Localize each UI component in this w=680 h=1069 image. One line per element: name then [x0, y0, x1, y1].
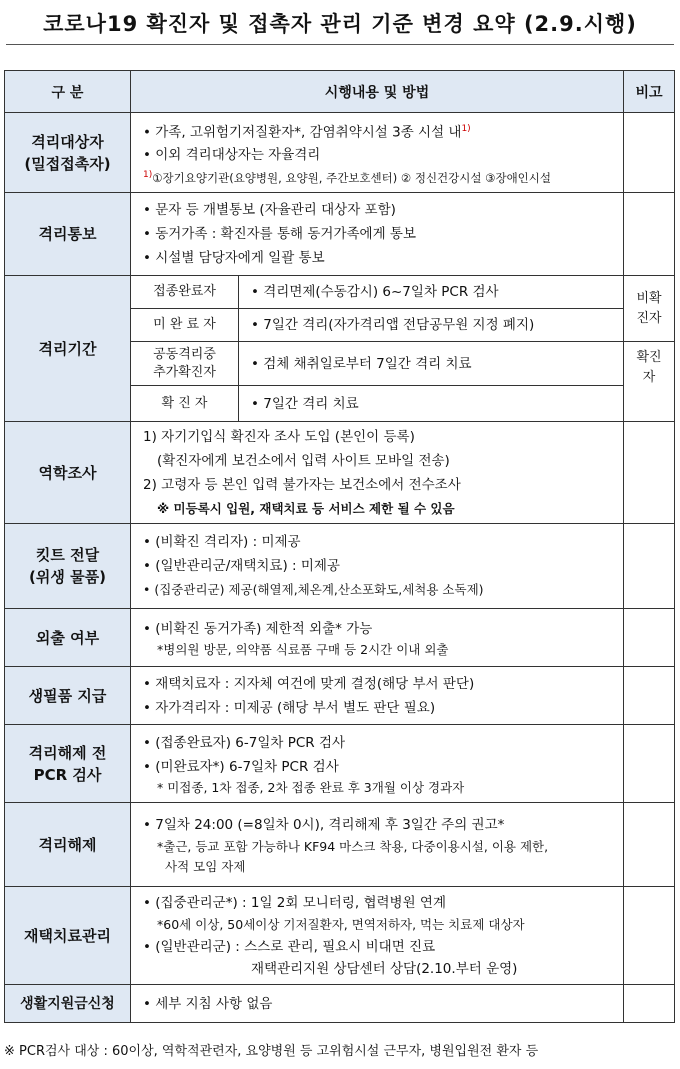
category-label: 격리기간: [38, 339, 97, 358]
category-label: 격리해제 전: [28, 743, 107, 762]
category-label: 격리통보: [38, 225, 97, 243]
table-row: [5, 276, 675, 309]
sub-content: • 검체 채취일로부터 7일간 격리 치료: [239, 342, 624, 386]
content-line: • 가족, 고위험기저질환자*, 감염취약시설 3종 시설 내$^{1)}$: [143, 124, 471, 141]
sub-content: • 7일간 격리 치료: [239, 386, 624, 422]
footnote-marker: 1): [461, 124, 471, 135]
row-note: [624, 667, 675, 725]
row-content: [131, 803, 624, 887]
content-line: 재택관리지원 상담센터 상담(2.10.부터 운영): [251, 960, 518, 977]
table-row: [5, 803, 675, 887]
row-note: [624, 524, 675, 609]
document-title: 코로나19 확진자 및 접촉자 관리 기준 변경 요약 (2.9.시행): [43, 12, 637, 36]
content-line: 1) 자기기입식 확진자 조사 도입 (본인이 등록): [143, 428, 415, 445]
content-line: *출근, 등교 포함 가능하나 KF94 마스크 착용, 다중이용시설, 이용 제한,: [157, 838, 549, 854]
policy-table: [4, 70, 675, 1023]
row-note: [624, 342, 675, 422]
table-row: [5, 725, 675, 803]
row-content: [131, 422, 624, 524]
content-line: • 시설별 담당자에게 일괄 통보: [143, 250, 325, 266]
row-note: [624, 803, 675, 887]
row-content: [131, 887, 624, 985]
category-label: 외출 여부: [35, 628, 100, 647]
header-content: 시행내용 및 방법: [131, 71, 624, 113]
content-line: • (일반관리군) : 스스로 관리, 필요시 비대면 진료: [143, 938, 436, 955]
row-category: [5, 276, 131, 422]
row-note: [624, 887, 675, 985]
table-row: [5, 667, 675, 725]
category-label: 킷트 전달: [35, 546, 100, 564]
row-category: [5, 803, 131, 887]
row-category: [5, 422, 131, 524]
sub-category: 미 완 료 자: [131, 309, 239, 342]
content-line: * 미접종, 1차 접종, 2차 접종 완료 후 3개월 이상 경과자: [157, 779, 465, 795]
table-row: [5, 422, 675, 524]
content-line: • 7일차 24:00 (=8일차 0시), 격리해제 후 3일간 주의 권고*: [143, 816, 505, 833]
category-label: 역학조사: [38, 463, 97, 482]
row-note: [624, 725, 675, 803]
category-label: 재택치료관리: [24, 926, 111, 945]
row-category: [5, 609, 131, 667]
category-label-sub: PCR 검사: [33, 765, 102, 784]
sub-category: 공동격리중 추가확진자: [131, 342, 239, 386]
row-category: [5, 193, 131, 276]
table-row: [5, 887, 675, 985]
footer-note: ※ PCR검사 대상 : 60이상, 역학적관련자, 요양병원 등 고위험시설 근무자, 병원입원전 환자 등: [4, 1044, 539, 1059]
row-content: [131, 193, 624, 276]
sub-content: • 7일간 격리(자가격리앱 전담공무원 지정 폐지): [239, 309, 624, 342]
note-text: 비확: [636, 290, 662, 306]
category-label: 격리대상자: [31, 132, 104, 151]
row-content: [131, 524, 624, 609]
category-label: 생필품 지급: [28, 686, 107, 705]
row-category: [5, 113, 131, 193]
content-line: • 문자 등 개별통보 (자율관리 대상자 포함): [143, 202, 396, 218]
sub-content: • 격리면제(수동감시) 6~7일차 PCR 검사: [239, 276, 624, 309]
row-category: [5, 985, 131, 1023]
content-line: • (비확진 동거가족) 제한적 외출* 가능: [143, 620, 373, 637]
table-row: [5, 609, 675, 667]
category-label: 격리해제: [38, 835, 97, 854]
sub-category: 확 진 자: [131, 386, 239, 422]
content-line: *60세 이상, 50세이상 기저질환자, 면역저하자, 먹는 치료제 대상자: [157, 916, 525, 932]
category-label-sub: (밀접접촉자): [24, 154, 111, 173]
row-content: [131, 667, 624, 725]
row-category: [5, 524, 131, 609]
content-footnote: $^{1)}$①장기요양기관(요양병원, 요양원, 주간보호센터) ② 정신건강시설 ③장애인시설: [143, 169, 552, 185]
note-text: 자: [642, 370, 656, 385]
content-line: *병의원 방문, 의약품 식료품 구매 등 2시간 이내 외출: [157, 641, 449, 657]
content-line: • 이외 격리대상자는 자율격리: [143, 146, 321, 163]
row-note: [624, 609, 675, 667]
content-line: 2) 고령자 등 본인 입력 불가자는 보건소에서 전수조사: [143, 476, 461, 493]
content-line: • (일반관리군/재택치료) : 미제공: [143, 558, 340, 574]
table-row: [5, 985, 675, 1023]
table-header-row: [5, 71, 675, 113]
row-category: [5, 887, 131, 985]
content-line: 사적 모임 자제: [165, 858, 246, 874]
content-line: (확진자에게 보건소에서 입력 사이트 모바일 전송): [157, 452, 450, 469]
header-note: 비고: [624, 71, 675, 113]
note-text: 진자: [636, 310, 662, 326]
content-line: • (접종완료자) 6-7일차 PCR 검사: [143, 734, 346, 751]
content-line: • 재택치료자 : 지자체 여건에 맞게 결정(해당 부서 판단): [143, 675, 475, 692]
row-note: [624, 193, 675, 276]
content-line: • 세부 지침 사항 없음: [143, 995, 273, 1012]
sub-category: 접종완료자: [131, 276, 239, 309]
header-category: 구 분: [5, 71, 131, 113]
content-line: • 동거가족 : 확진자를 통해 동거가족에게 통보: [143, 226, 416, 242]
category-label-sub: (위생 물품): [29, 568, 106, 586]
title-divider: [6, 44, 674, 45]
row-note: [624, 985, 675, 1023]
row-note: [624, 422, 675, 524]
content-line: • (미완료자*) 6-7일차 PCR 검사: [143, 758, 339, 775]
row-content: [131, 113, 624, 193]
row-content: [131, 985, 624, 1023]
content-line: • (집중관리군) 제공(해열제,체온계,산소포화도,세척용 소독제): [143, 582, 484, 597]
row-category: [5, 667, 131, 725]
table-row: [5, 193, 675, 276]
warning-note: ※ 미등록시 입원, 재택치료 등 서비스 제한 될 수 있음: [157, 500, 455, 516]
row-note: [624, 113, 675, 193]
row-note: [624, 276, 675, 342]
content-line: • 자가격리자 : 미제공 (해당 부서 별도 판단 필요): [143, 699, 436, 716]
content-line: • (비확진 격리자) : 미제공: [143, 534, 301, 550]
table-row: [5, 524, 675, 609]
content-line: • (집중관리군*) : 1일 2회 모니터링, 협력병원 연계: [143, 894, 446, 911]
row-content: [131, 609, 624, 667]
footnote-marker: 1): [143, 169, 153, 180]
row-content: [131, 725, 624, 803]
row-category: [5, 725, 131, 803]
table-row: [5, 113, 675, 193]
note-text: 확진: [636, 350, 662, 365]
category-label: 생활지원금신청: [20, 995, 115, 1012]
